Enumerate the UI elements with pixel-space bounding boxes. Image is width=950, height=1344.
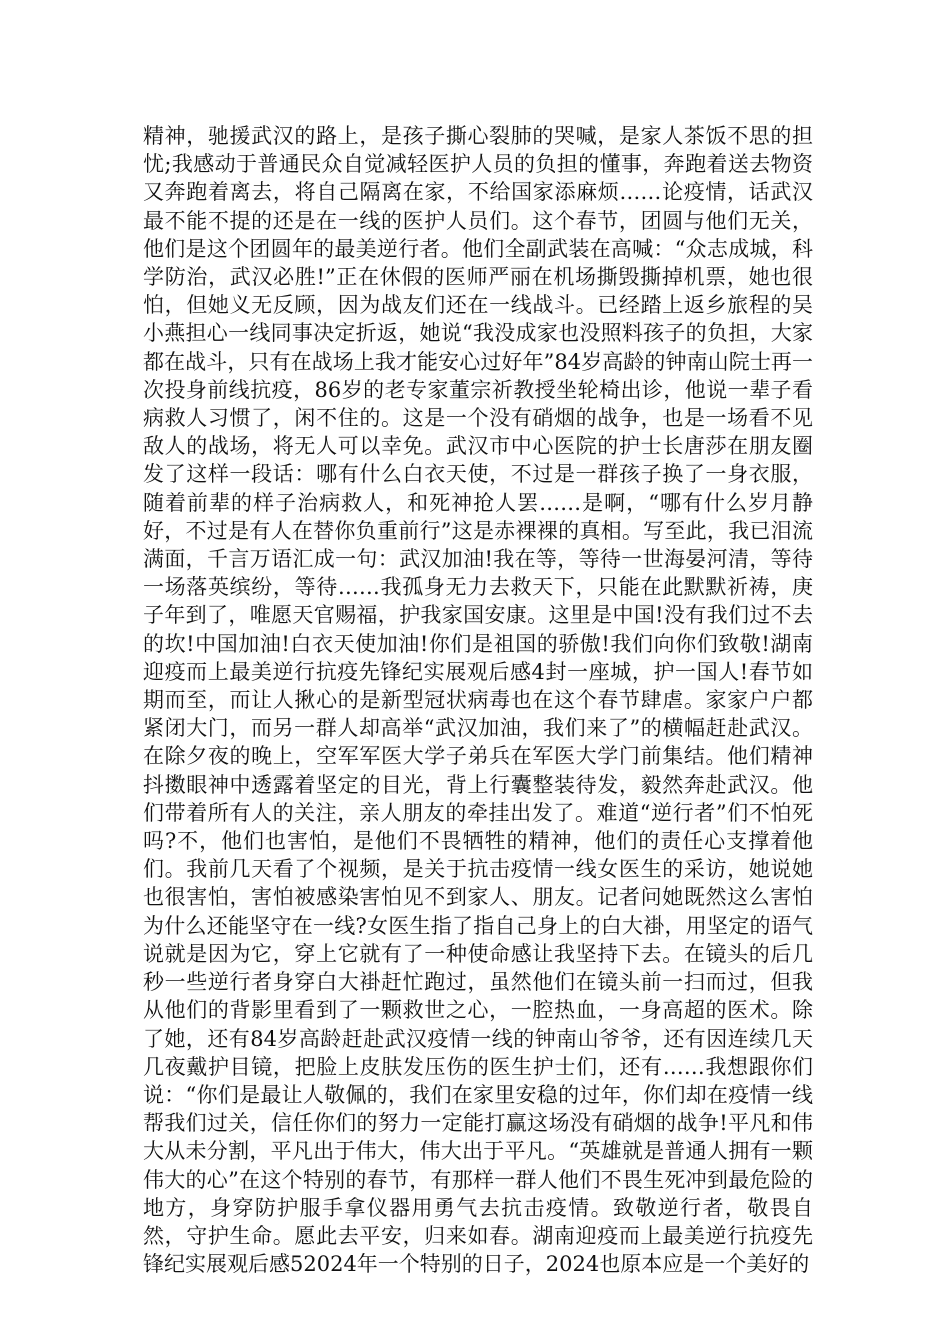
body-paragraph: 精神，驰援武汉的路上，是孩子撕心裂肺的哭喊，是家人茶饭不思的担忧;我感动于普通民众自觉减轻医护人员的负担的懂事，奔跑着送去物资又奔跑着离去，将自己隔离在家，不给国家添麻烦……论疫情，话武汉最不能不提的还是在一线的医护人员们。这个春节，团圆与他们无关，他们是这个团圆年的最美逆行者。他们全副武装在高喊：“众志成城，科学防治，武汉必胜!”正在休假的医师严丽在机场撕毁撕掉机票，她也很怕，但她义无反顾，因为战友们还在一线战斗。已经踏上返乡旅程的吴小燕担心一线同事决定折返，她说“我没成家也没照料孩子的负担，大家都在战斗，只有在战场上我才能安心过好年”84岁高龄的钟南山院士再一次投身前线抗疫，86岁的老专家董宗祈教授坐轮椅出诊，他说一辈子看病救人习惯了，闲不住的。这是一个没有硝烟的战争，也是一场看不见敌人的战场，将无人可以幸免。武汉市中心医院的护士长唐莎在朋友圈发了这样一段话：哪有什么白衣天使，不过是一群孩子换了一身衣服，随着前辈的样子治病救人，和死神抢人罢……是啊，“哪有什么岁月静好，不过是有人在替你负重前行”这是赤裸裸的真相。写至此，我已泪流满面，千言万语汇成一句：武汉加油!我在等，等待一世海晏河清，等待一场落英缤纷，等待……我孤身无力去救天下，只能在此默默祈祷，庚子年到了，唯愿天官赐福，护我家国安康。这里是中国!没有我们过不去的坎!中国加油!白衣天使加油!你们是祖国的骄傲!我们向你们致敬!湖南迎疫而上最美逆行抗疫先锋纪实展观后感4封一座城，护一国人!春节如期而至，而让人揪心的是新型冠状病毒也在这个春节肆虐。家家户户都紧闭大门，而另一群人却高举“武汉加油，我们来了”的横幅赶赴武汉。在除夕夜的晚上，空军军医大学子弟兵在军医大学门前集结。他们精神抖擞眼神中透露着坚定的目光，背上行囊整装待发，毅然奔赴武汉。他们带着所有人的关注，亲人朋友的牵挂出发了。难道“逆行者”们不怕死吗?不，他们也害怕，是他们不畏牺牲的精神，他们的责任心支撑着他们。我前几天看了个视频，是关于抗击疫情一线女医生的采访，她说她也很害怕，害怕被感染害怕见不到家人、朋友。记者问她既然这么害怕为什么还能坚守在一线?女医生指了指自己身上的白大褂，用坚定的语气说就是因为它，穿上它就有了一种使命感让我坚持下去。在镜头的后几秒一些逆行者身穿白大褂赶忙跑过，虽然他们在镜头前一扫而过，但我从他们的背影里看到了一颗救世之心，一腔热血，一身高超的医术。除了她，还有84岁高龄赶赴武汉疫情一线的钟南山爷爷，还有因连续几天几夜戴护目镜，把脸上皮肤发压伤的医生护士们，还有……我想跟你们说：“你们是最让人敬佩的，我们在家里安稳的过年，你们却在疫情一线帮我们过关，信任你们的努力一定能打赢这场没有硝烟的战争!平凡和伟大从未分割，平凡出于伟大，伟大出于平凡。“英雄就是普通人拥有一颗伟大的心”在这个特别的春节，有那样一群人他们不畏生死冲到最危险的地方，身穿防护服手拿仪器用勇气去抗击疫情。致敬逆行者，敬畏自然，守护生命。愿此去平安，归来如春。湖南迎疫而上最美逆行抗疫先锋纪实展观后感52024年一个特别的日子，2024也原本应是一个美好的 [143,124,813,1277]
